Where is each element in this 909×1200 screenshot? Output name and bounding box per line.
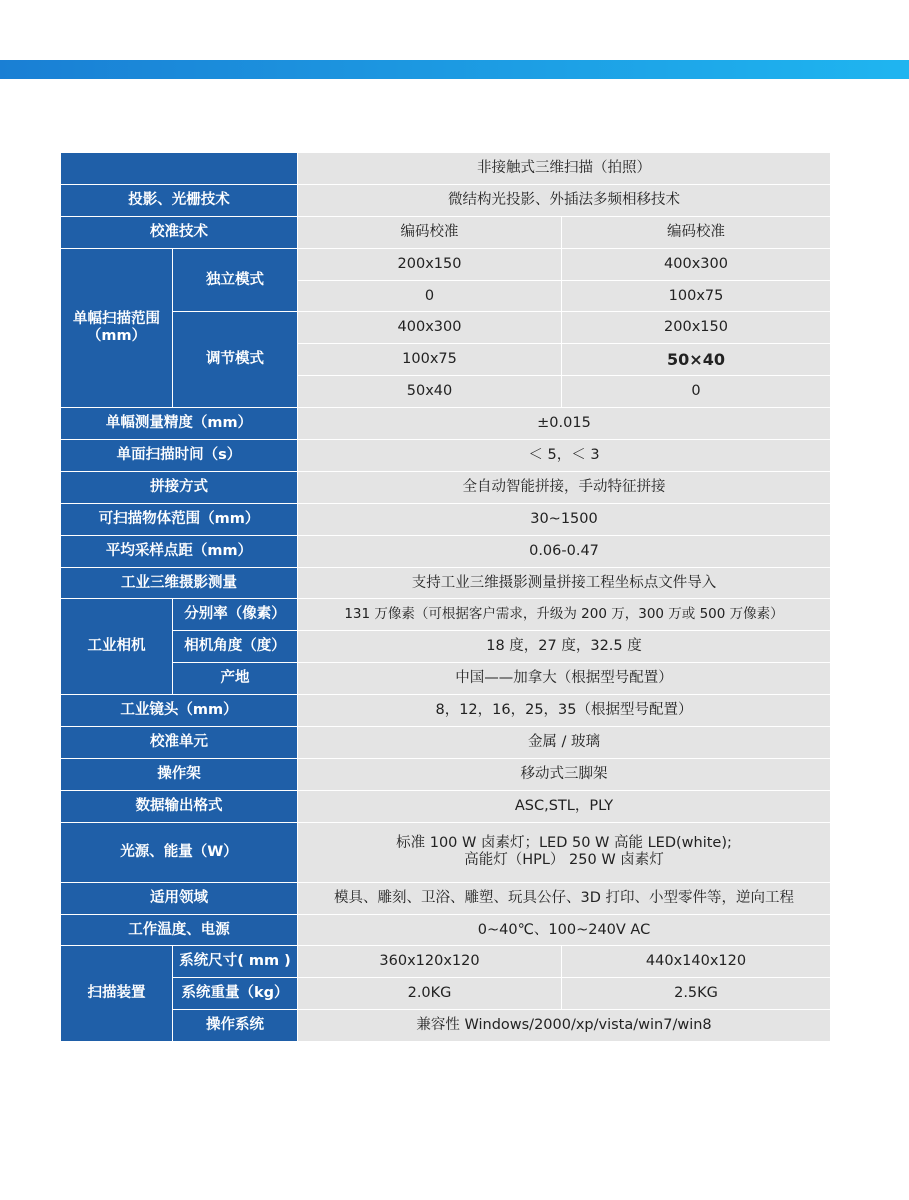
cell: 0 <box>298 280 562 312</box>
table-row <box>61 440 831 472</box>
scan-time-value: ＜ 5，＜ 3 <box>298 440 831 472</box>
camera-label: 工业相机 <box>61 599 173 695</box>
calibration-value-b: 编码校准 <box>562 216 831 248</box>
object-range-value: 30~1500 <box>298 503 831 535</box>
light-source-label: 光源、能量（W） <box>61 822 298 882</box>
system-weight-a: 2.0KG <box>298 978 562 1010</box>
scan-range-label: 单幅扫描范围（mm） <box>61 248 173 407</box>
cell: 400x300 <box>562 248 831 280</box>
table-row <box>61 471 831 503</box>
cell: 50x40 <box>298 376 562 408</box>
scan-time-label: 单面扫描时间（s） <box>61 440 298 472</box>
application-label: 适用领域 <box>61 882 298 914</box>
system-size-b: 440x140x120 <box>562 946 831 978</box>
system-weight-label: 系统重量（kg） <box>173 978 298 1010</box>
table-row <box>61 248 831 280</box>
os-value: 兼容性 Windows/2000/xp/vista/win7/win8 <box>298 1010 831 1042</box>
system-size-a: 360x120x120 <box>298 946 562 978</box>
origin-value: 中国——加拿大（根据型号配置） <box>298 663 831 695</box>
table-row <box>61 408 831 440</box>
table-row <box>61 1010 831 1042</box>
accuracy-label: 单幅测量精度（mm） <box>61 408 298 440</box>
independent-mode-label: 独立模式 <box>173 248 298 312</box>
table-row <box>61 758 831 790</box>
stitch-label: 拼接方式 <box>61 471 298 503</box>
cell-bold: 50×40 <box>562 344 831 376</box>
table-row <box>61 914 831 946</box>
row-header-empty <box>61 153 298 185</box>
output-format-value: ASC,STL，PLY <box>298 790 831 822</box>
origin-label: 产地 <box>173 663 298 695</box>
table-row <box>61 535 831 567</box>
calibration-label: 校准技术 <box>61 216 298 248</box>
table-row <box>61 695 831 727</box>
device-label: 扫描装置 <box>61 946 173 1042</box>
stand-value: 移动式三脚架 <box>298 758 831 790</box>
point-distance-label: 平均采样点距（mm） <box>61 535 298 567</box>
light-source-line-2: 高能灯（HPL） 250 W 卤素灯 <box>464 852 664 869</box>
object-range-label: 可扫描物体范围（mm） <box>61 503 298 535</box>
photogrammetry-label: 工业三维摄影测量 <box>61 567 298 599</box>
application-value: 模具、雕刻、卫浴、雕塑、玩具公仔、3D 打印、小型零件等，逆向工程 <box>298 882 831 914</box>
calibration-unit-value: 金属 / 玻璃 <box>298 727 831 759</box>
table-row <box>61 790 831 822</box>
table-row <box>61 978 831 1010</box>
camera-angle-value: 18 度，27 度，32.5 度 <box>298 631 831 663</box>
scan-type-value: 非接触式三维扫描（拍照） <box>298 153 831 185</box>
cell: 200x150 <box>298 248 562 280</box>
system-weight-b: 2.5KG <box>562 978 831 1010</box>
calibration-unit-label: 校准单元 <box>61 727 298 759</box>
table-row <box>61 312 831 344</box>
table-row <box>61 567 831 599</box>
cell: 200x150 <box>562 312 831 344</box>
environment-value: 0~40℃、100~240V AC <box>298 914 831 946</box>
table-row <box>61 663 831 695</box>
lens-value: 8，12，16，25，35（根据型号配置） <box>298 695 831 727</box>
adjust-mode-label: 调节模式 <box>173 312 298 408</box>
os-label: 操作系统 <box>173 1010 298 1042</box>
table-row <box>61 727 831 759</box>
stand-label: 操作架 <box>61 758 298 790</box>
stitch-value: 全自动智能拼接，手动特征拼接 <box>298 471 831 503</box>
camera-angle-label: 相机角度（度） <box>173 631 298 663</box>
cell: 100x75 <box>298 344 562 376</box>
cell: 100x75 <box>562 280 831 312</box>
projection-value: 微结构光投影、外插法多频相移技术 <box>298 184 831 216</box>
resolution-label: 分别率（像素） <box>173 599 298 631</box>
lens-label: 工业镜头（mm） <box>61 695 298 727</box>
accuracy-value: ±0.015 <box>298 408 831 440</box>
table-row <box>61 599 831 631</box>
header-stripe <box>0 60 909 79</box>
table-row <box>61 946 831 978</box>
cell: 400x300 <box>298 312 562 344</box>
projection-label: 投影、光栅技术 <box>61 184 298 216</box>
photogrammetry-value: 支持工业三维摄影测量拼接工程坐标点文件导入 <box>298 567 831 599</box>
table-row <box>61 153 831 185</box>
cell: 0 <box>562 376 831 408</box>
table-row <box>61 503 831 535</box>
environment-label: 工作温度、电源 <box>61 914 298 946</box>
light-source-value <box>298 822 831 882</box>
light-source-line-1: 标准 100 W 卤素灯；LED 50 W 高能 LED(white); <box>396 835 732 852</box>
resolution-value: 131 万像素（可根据客户需求，升级为 200 万，300 万或 500 万像素） <box>298 599 831 631</box>
table-row <box>61 631 831 663</box>
table-row <box>61 882 831 914</box>
point-distance-value: 0.06-0.47 <box>298 535 831 567</box>
table-row <box>61 216 831 248</box>
table-row <box>61 822 831 882</box>
system-size-label: 系统尺寸( mm ) <box>173 946 298 978</box>
spec-table <box>60 152 831 1042</box>
calibration-value-a: 编码校准 <box>298 216 562 248</box>
output-format-label: 数据输出格式 <box>61 790 298 822</box>
table-row <box>61 184 831 216</box>
